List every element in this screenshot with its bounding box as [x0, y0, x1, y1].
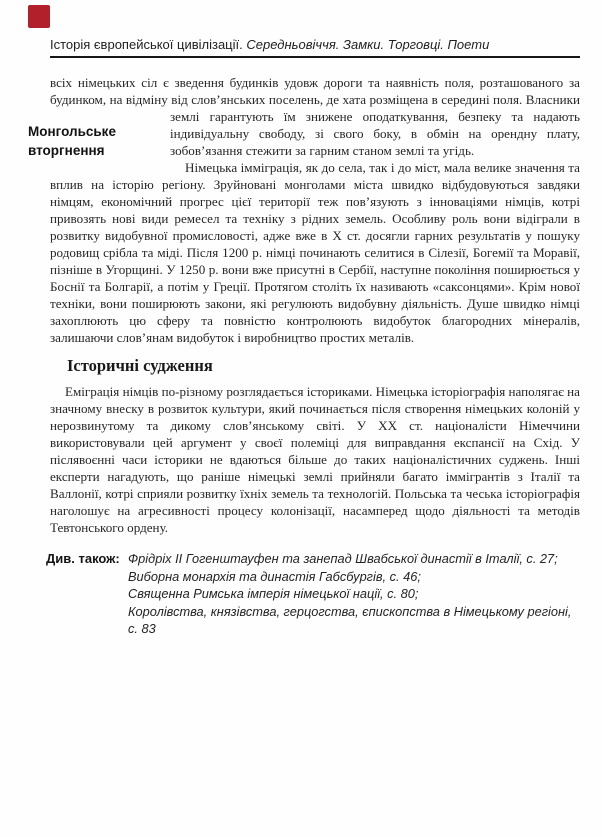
see-also-item: Виборна монархія та династія Габсбургів, с. 46;	[128, 568, 421, 584]
running-header	[50, 37, 580, 52]
paragraph-historiography: Еміграція німців по-різному розглядається істориками. Німецька історіографія наполягає на значному внеску в розвиток культури, який починається після створення німецьких колоній у нерозвинутому та дикому слов’янському світі. У XX ст. націоналісти Німеччини використовували цей аргумент у своєї полеміці для виправдання експансії на Схід. У післявоєнні часи історики не вдаються більше до таких націоналістичних суджень. Інші експерти нагадують, що раніше німецькі землі прийняли багато іммігрантів з Італії та Валлонії, котрі сприяли розвитку їхніх земель та технологій. Польська та чеська історіографія наголошує на агресивності процесу колонізації, насамперед щодо діяльності та методів Тевтонського ордену.	[50, 384, 580, 535]
see-also-block	[46, 550, 580, 638]
paragraph-text: всіх німецьких сіл є зведення будинків удовж дороги та наявність поля, розташованого за будинком, на відміну від слов’янських поселень, де хата розміщена в середині поля. Власники землі гарантують їм знижене оподаткування, безпеку та надають індивідуальну свободу, зі свого боку, в обмін на орендну плату, зобов’язання стежити за гарним станом землі та угідь.	[50, 75, 580, 158]
see-also-item: Королівства, князівства, герцогства, єпископства в Німецькому регіоні, с. 83	[128, 603, 572, 636]
header-rule	[50, 56, 580, 58]
see-also-item: Фрідріх II Гогенштауфен та занепад Швабської династії в Італії, с. 27;	[128, 551, 558, 566]
running-header-title: Історія європейської цивілізації.	[50, 37, 243, 52]
see-also-label: Див. також:	[46, 551, 120, 566]
paragraph-continuation	[50, 74, 580, 159]
see-also-list	[128, 550, 580, 638]
running-header-subtitle: Середньовіччя. Замки. Торговці. Поети	[246, 37, 490, 52]
margin-note-line: Монгольське	[28, 124, 116, 139]
body-text	[46, 74, 580, 638]
paragraph-german-immigration: Німецька імміграція, як до села, так і до міст, мала велике значення та вплив на історію регіону. Зруйновані монголами міста швидко відбудовуються завдяки німцям, економічний прогрес цієї території теж пов’язують з інноваціями німців, котрі привозять нові види ремесел та техніку з рідних земель. Особливу роль вони відіграли в розвитку видобувної промисловості, адже вже в X ст. досягли гарних результатів у пошуку родовищ срібла та міді. Після 1200 р. німці починають селитися в Сілезії, Богемії та Моравії, пізніше в Угорщині. У 1250 р. вони вже присутні в Сербії, наступне покоління поширюється у Боснії та Болгарії, а потім у Греції. Протягом століть їх називають «саксонцями». Крім нової техніки, вони поширюють закони, які регулюють видобувну діяльність. Душе швидко німці захоплюють цю сферу та повністю контролюють видобуток благородних мінералів, залишаючи слов’янам видобуток і виробництво простих металів.	[50, 160, 580, 345]
section-heading: Історичні судження	[67, 356, 213, 375]
margin-note-line: вторгнення	[28, 143, 105, 158]
see-also-item: Священна Римська імперія німецької нації, с. 80;	[128, 586, 419, 601]
page-corner-tab	[28, 5, 50, 28]
